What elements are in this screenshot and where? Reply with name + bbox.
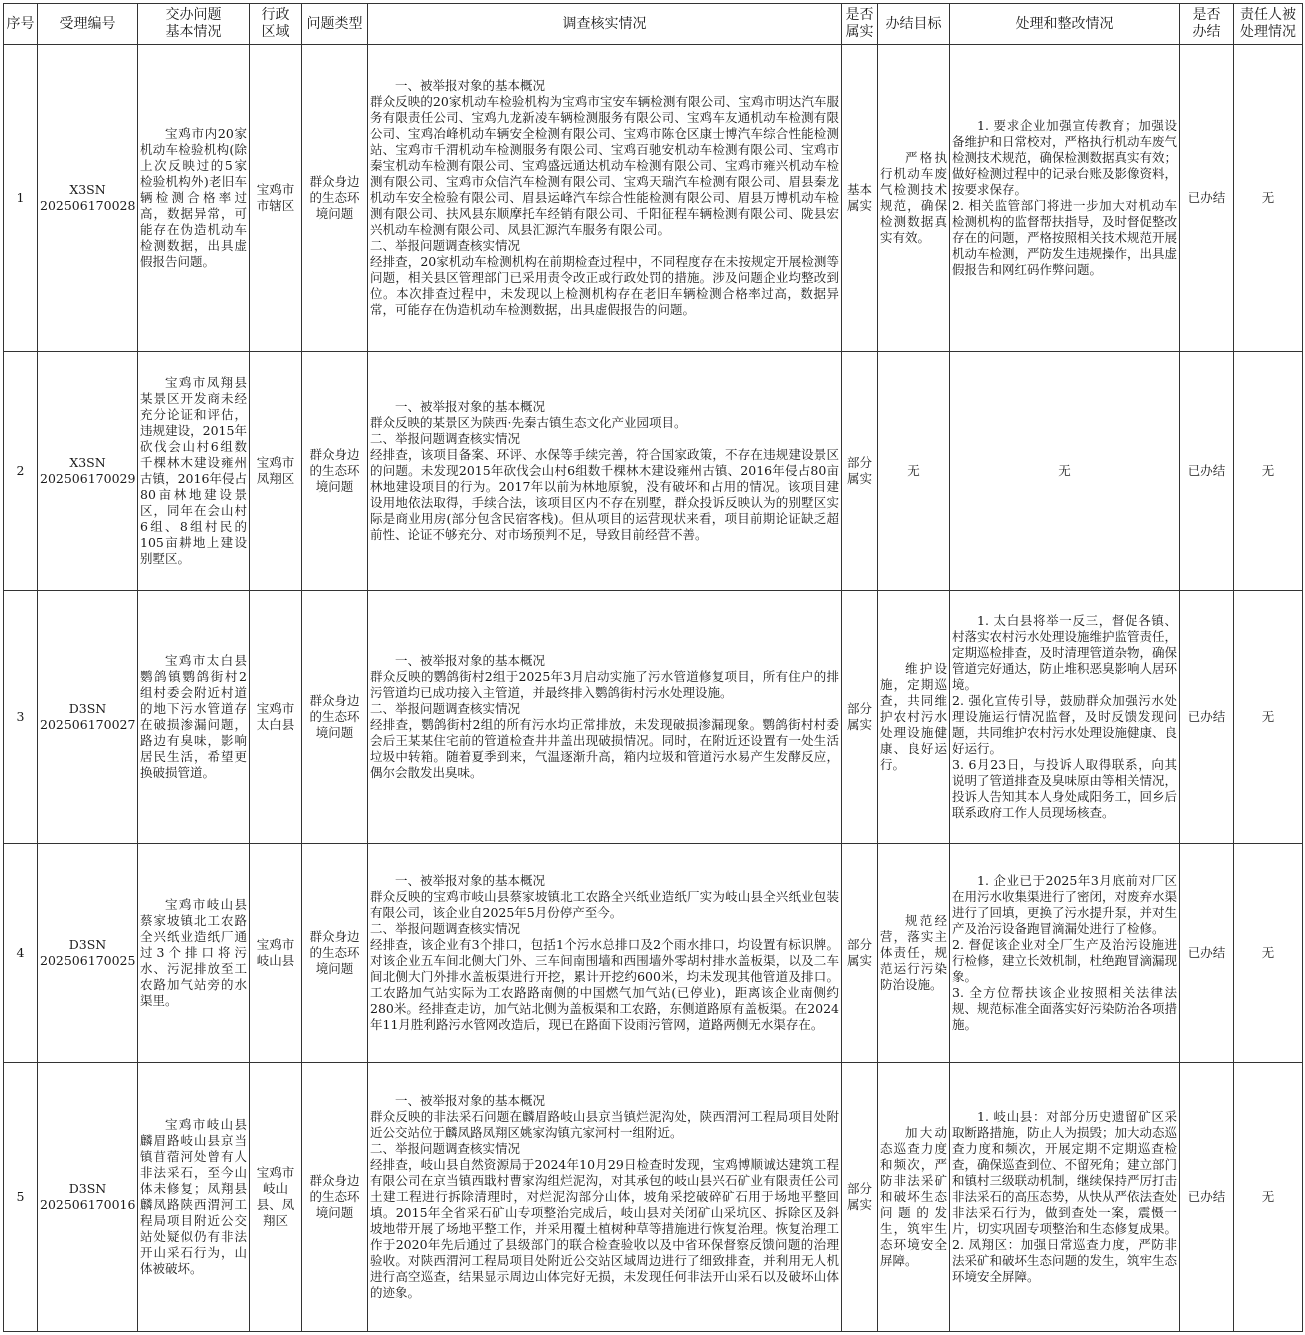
table-row: [4, 1063, 1303, 1332]
header-verified: 是否 属实: [842, 4, 878, 45]
cell-no: 1: [4, 45, 38, 352]
table-row: [4, 844, 1303, 1063]
cell-verified: 部分 属实: [842, 352, 878, 591]
cell-closed: 已办结: [1180, 844, 1234, 1063]
cell-handling: 1. 岐山县：对部分历史遗留矿区采取断路措施，防止人为损毁；加大动态巡查力度和频次，开展定期不定期巡查检查，确保巡查到位、不留死角；建立部门和镇村三级联动机制，继续保持严厉打击非法采石的高压态势，从快从严依法查处非法采石行为，做到查处一案，震慑一片，切实巩固专项整治和生态修复成果。 2. 凤翔区：加强日常巡查力度，严防非法采矿和破坏生态问题的发生，筑牢生态环境安全屏障。: [950, 1063, 1180, 1332]
cell-investigation: 一、被举报对象的基本概况 群众反映的某景区为陕西·先秦古镇生态文化产业园项目。 二、举报问题调查核实情况 经排查，该项目备案、环评、水保等手续完善，符合国家政策，不存在违规建设景区的问题。未发现2015年砍伐会山村6组数千棵林木建设雍州古镇、2016年侵占80亩林地建设项目的行为。2017年以前为林地原貌，没有破坏和占用的情况。该项目建设用地依法取得，手续合法，该项目区内不存在别墅，群众投诉反映认为的别墅区实际是商业用房(部分包含民宿客栈)。但从项目的运营现状来看，项目前期论证缺乏超前性、论证不够充分、对市场预判不足，导致目前经营不善。: [368, 352, 842, 591]
header-accountability: 责任人被 处理情况: [1234, 4, 1303, 45]
cell-id: D3SN 202506170016: [38, 1063, 138, 1332]
cell-closed: 已办结: [1180, 352, 1234, 591]
header-row: [4, 4, 1303, 45]
header-issue: 交办问题 基本情况: [138, 4, 250, 45]
cell-investigation: 一、被举报对象的基本概况 群众反映的非法采石问题在麟眉路岐山县京当镇烂泥沟处，陕西渭河工程局项目处附近公交站位于麟凤路凤翔区姚家沟镇亢家河村一组附近。 二、举报问题调查核实情况 经排查，岐山县自然资源局于2024年10月29日检查时发现，宝鸡博顺诚达建筑工程有限公司在京当镇西戢村曹家沟组烂泥沟，对其承包的岐山县兴石矿业有限责任公司土建工程进行拆除清理时，对烂泥沟部分山体，坡角采挖破碎矿石用于场地平整回填。2015年全省采石矿山专项整治完成后，岐山县对关闭矿山采坑区、拆除区及斜坡地带开展了场地平整工作，并采用覆土植树种草等措施进行恢复治理。恢复治理工作于2020年先后通过了县级部门的联合检查验收以及中省环保督察反馈问题的治理验收。对陕西渭河工程局项目处附近公交站区域周边进行了细致排查，并利用无人机进行高空巡查，结果显示周边山体完好无损，未发现任何非法开山采石以及破坏山体的迹象。: [368, 1063, 842, 1332]
cell-region: 宝鸡市 凤翔区: [250, 352, 302, 591]
cell-accountability: 无: [1234, 352, 1303, 591]
cell-region: 宝鸡市 岐山县、凤翔区: [250, 1063, 302, 1332]
cell-issue: 宝鸡市凤翔县某景区开发商未经充分论证和评估，违规建设，2015年砍伐会山村6组数千棵林木建设雍州古镇，2016年侵占80亩林地建设景区，同年在会山村6组、8组村民的105亩耕地上建设别墅区。: [138, 352, 250, 591]
cell-investigation: 一、被举报对象的基本概况 群众反映的20家机动车检验机构为宝鸡市宝安车辆检测有限公司、宝鸡市明达汽车服务有限责任公司、宝鸡九龙新凌车辆检测服务有限公司、宝鸡车友通机动车检测有限公司、宝鸡冶峰机动车辆安全检测有限公司、宝鸡市陈仓区康士博汽车综合性能检测站、宝鸡市千渭机动车检测服务有限公司、宝鸡百驰安机动车检测有限公司、宝鸡市秦宝机动车检测有限公司、宝鸡盛远通达机动车检测有限公司、宝鸡市雍兴机动车检测有限公司、宝鸡市众信汽车检测有限公司、宝鸡天瑞汽车检测有限公司、眉县秦龙机动车安全检验有限公司、眉县运峰汽车综合性能检测有限公司、眉县万博机动车检测有限公司、扶风县东顺摩托车经销有限公司、千阳征程车辆检测有限公司、陇县宏兴机动车检测有限公司、凤县汇源汽车服务有限公司。 二、举报问题调查核实情况 经排查，20家机动车检测机构在前期检查过程中，不同程度存在未按规定开展检测等问题，相关县区管理部门已采用责令改正或行政处罚的措施。涉及问题企业均整改到位。本次排查过程中，未发现以上检测机构存在老旧车辆检测合格率过高，数据异常，可能存在伪造机动车检测数据，出具虚假报告的问题。: [368, 45, 842, 352]
cell-no: 3: [4, 591, 38, 844]
cell-id: X3SN 202506170028: [38, 45, 138, 352]
cell-id: D3SN 202506170027: [38, 591, 138, 844]
cell-type: 群众身边的生态环境问题: [302, 352, 368, 591]
cell-verified: 部分 属实: [842, 591, 878, 844]
cell-accountability: 无: [1234, 844, 1303, 1063]
cell-goal: 规范经营，落实主体责任，规范运行污染防治设施。: [878, 844, 950, 1063]
cell-investigation: 一、被举报对象的基本概况 群众反映的鹦鸽街村2组于2025年3月启动实施了污水管道修复项目，所有住户的排污管道均已成功接入主管道，并最终排入鹦鸽街村污水处理设施。 二、举报问题调查核实情况 经排查，鹦鸽街村2组的所有污水均正常排放，未发现破损渗漏现象。鹦鸽街村村委会后王某某住宅前的管道检查井井盖出现破损情况。同时，在附近还设置有一处生活垃圾中转箱。随着夏季到来，气温逐渐升高，箱内垃圾和管道污水易产生发酵反应，偶尔会散发出臭味。: [368, 591, 842, 844]
cell-issue: 宝鸡市内20家机动车检验机构(除上次反映过的5家检验机构外)老旧车辆检测合格率过高，数据异常，可能存在伪造机动车检测数据，出具虚假报告问题。: [138, 45, 250, 352]
cell-issue: 宝鸡市岐山县蔡家坡镇北工农路全兴纸业造纸厂通过3个排口将污水、污泥排放至工农路加气站旁的水渠里。: [138, 844, 250, 1063]
cell-issue: 宝鸡市太白县鹦鸽镇鹦鸽街村2组村委会附近村道的地下污水管道存在破损渗漏问题，路边有臭味，影响居民生活，希望更换破损管道。: [138, 591, 250, 844]
table-row: [4, 45, 1303, 352]
cell-id: D3SN 202506170025: [38, 844, 138, 1063]
cell-handling: 1. 企业已于2025年3月底前对厂区在用污水收集渠进行了密闭，对废弃水渠进行了回填，更换了污水提升泵，并对生产及治污设备跑冒滴漏处进行了检修。 2. 督促该企业对全厂生产及治污设施进行检修，建立长效机制，杜绝跑冒滴漏现象。 3. 全方位帮扶该企业按照相关法律法规、规范标准全面落实好污染防治各项措施。: [950, 844, 1180, 1063]
cell-no: 2: [4, 352, 38, 591]
cell-type: 群众身边的生态环境问题: [302, 844, 368, 1063]
cell-region: 宝鸡市 岐山县: [250, 844, 302, 1063]
cell-no: 4: [4, 844, 38, 1063]
header-investigation: 调查核实情况: [368, 4, 842, 45]
table-row: [4, 352, 1303, 591]
cell-verified: 基本 属实: [842, 45, 878, 352]
cell-type: 群众身边的生态环境问题: [302, 45, 368, 352]
cell-region: 宝鸡市 太白县: [250, 591, 302, 844]
cell-investigation: 一、被举报对象的基本概况 群众反映的宝鸡市岐山县蔡家坡镇北工农路全兴纸业造纸厂实为岐山县全兴纸业包装有限公司，该企业自2025年5月份停产至今。 二、举报问题调查核实情况 经排查，该企业有3个排口，包括1个污水总排口及2个雨水排口，均设置有标识牌。对该企业五车间北侧大门外、三车间南围墙和西围墙外零胡村排水盖板渠，以及二车间北侧大门外排水盖板渠进行开挖，累计开挖约600米，均未发现其他管道及排口。工农路加气站实际为工农路路南侧的中国燃气加气站(已停业)，距离该企业南侧约280米。经排查走访，加气站北侧为盖板渠和工农路，东侧道路原有盖板渠。在2024年11月胜利路污水管网改造后，现已在路面下设雨污管网，道路两侧无水渠存在。: [368, 844, 842, 1063]
header-type: 问题类型: [302, 4, 368, 45]
cell-handling: 1. 太白县将举一反三，督促各镇、村落实农村污水处理设施维护监管责任，定期巡检排查，及时清理管道杂物，确保管道完好通达，防止堆积恶臭影响人居环境。 2. 强化宣传引导，鼓励群众加强污水处理设施运行情况监督，及时反馈发现问题，共同维护农村污水处理设施健康、良好运行。 3. 6月23日，与投诉人取得联系，向其说明了管道排查及臭味原由等相关情况，投诉人告知其本人身处咸阳务工，回乡后联系政府工作人员现场核查。: [950, 591, 1180, 844]
cell-goal: 严格执行机动车废气检测技术规范，确保检测数据真实有效。: [878, 45, 950, 352]
table-row: [4, 591, 1303, 844]
cell-no: 5: [4, 1063, 38, 1332]
cell-region: 宝鸡市 市辖区: [250, 45, 302, 352]
header-handling: 处理和整改情况: [950, 4, 1180, 45]
cell-goal: 加大动态巡查力度和频次，严防非法采矿和破坏生态问题的发生，筑牢生态环境安全屏障。: [878, 1063, 950, 1332]
cell-goal: 无: [878, 352, 950, 591]
cell-closed: 已办结: [1180, 45, 1234, 352]
cell-goal: 维护设施，定期巡查，共同维护农村污水处理设施健康、良好运行。: [878, 591, 950, 844]
cell-handling: 1. 要求企业加强宣传教育；加强设备维护和日常校对，严格执行机动车废气检测技术规范，确保检测数据真实有效；做好检测过程中的记录台账及影像资料，按要求保存。 2. 相关监管部门将进一步加大对机动车检测机构的监督帮扶指导，及时督促整改存在的问题，严格按照相关技术规范开展机动车检测，严防发生违规操作，出具虚假报告和网红码作弊问题。: [950, 45, 1180, 352]
cell-id: X3SN 202506170029: [38, 352, 138, 591]
cell-accountability: 无: [1234, 45, 1303, 352]
cell-handling: 无: [950, 352, 1180, 591]
supervision-table: [3, 3, 1303, 1332]
header-closed: 是否 办结: [1180, 4, 1234, 45]
cell-type: 群众身边的生态环境问题: [302, 591, 368, 844]
cell-closed: 已办结: [1180, 1063, 1234, 1332]
header-no: 序号: [4, 4, 38, 45]
header-id: 受理编号: [38, 4, 138, 45]
cell-issue: 宝鸡市岐山县麟眉路岐山县京当镇苜蓿河处曾有人非法采石，至今山体未修复；凤翔县麟凤路陕西渭河工程局项目附近公交站处疑似仍有非法开山采石行为，山体被破坏。: [138, 1063, 250, 1332]
cell-accountability: 无: [1234, 591, 1303, 844]
cell-verified: 部分 属实: [842, 844, 878, 1063]
header-goal: 办结目标: [878, 4, 950, 45]
cell-verified: 部分 属实: [842, 1063, 878, 1332]
cell-type: 群众身边的生态环境问题: [302, 1063, 368, 1332]
cell-accountability: 无: [1234, 1063, 1303, 1332]
cell-closed: 已办结: [1180, 591, 1234, 844]
header-region: 行政 区域: [250, 4, 302, 45]
